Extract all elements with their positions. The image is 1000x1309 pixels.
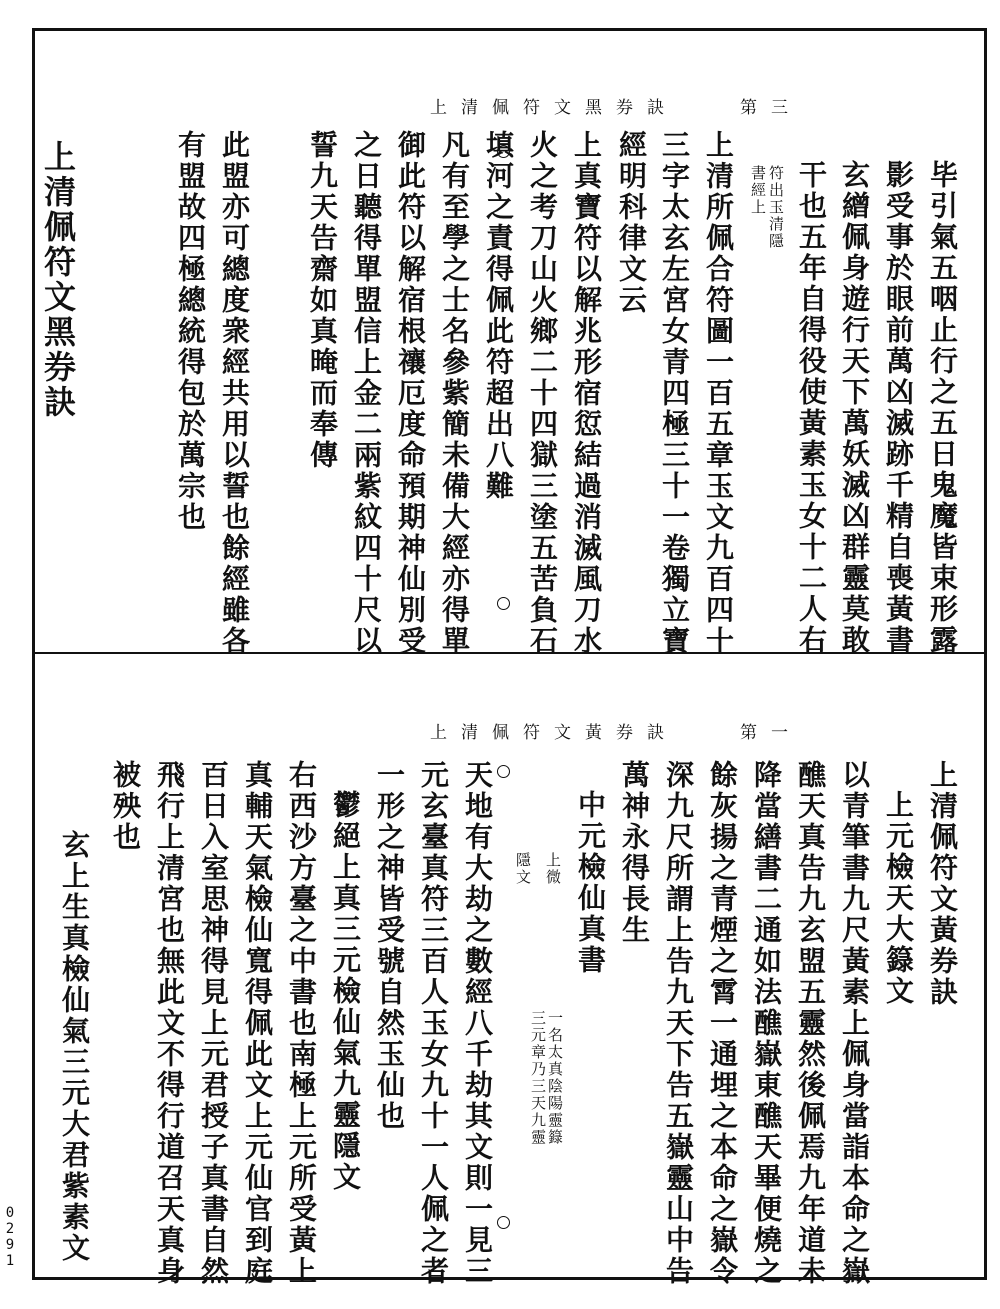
top-column: 凡有至學之士名參紫簡未備大經亦得單 xyxy=(438,130,471,657)
bottom-column: 百日入室思神得見上元君授子真書自然 xyxy=(197,760,230,1287)
bottom-column: 餘灰揚之青煙之霄一通埋之本命之嶽令 xyxy=(706,760,739,1287)
bottom-column: 以青筆書九尺黃素上佩身當詣本命之嶽 xyxy=(838,760,871,1287)
bottom-column: 深九尺所謂上告九天下告五嶽靈山中告 xyxy=(662,760,695,1287)
circle-mark xyxy=(497,1216,510,1229)
bottom-column: 被殃也 xyxy=(109,760,142,853)
bottom-note-a: 一名太真陰陽靈籙 xyxy=(546,1010,564,1146)
top-column: 御此符以解宿根禳厄度命預期神仙別受 xyxy=(394,130,427,657)
top-running-header: 上清佩符文黑券訣 第三 xyxy=(430,98,802,118)
bottom-column: 天地有大劫之數經八千劫其文則一見三 xyxy=(461,760,494,1287)
top-footer-title: 上清佩符文黑券訣 xyxy=(39,140,77,420)
top-column: 經明科律文云 xyxy=(615,130,648,316)
top-column: 誓九天告齋如真晻而奉傳 xyxy=(306,130,339,471)
bottom-note-b: 三元章乃三天九靈 xyxy=(529,1010,547,1146)
top-column: 毕引氣五咽止行之五日鬼魔皆束形露 xyxy=(926,160,959,656)
top-column: 此盟亦可總度衆經共用以誓也餘經雖各 xyxy=(218,130,251,657)
circle-mark xyxy=(497,765,510,778)
bottom-column: 元玄臺真符三百人玉女九十一人佩之者 xyxy=(417,760,450,1287)
bottom-column: 鬱絕上真三元檢仙氣九靈隱文 xyxy=(329,790,362,1193)
top-column: 三字太玄左宮女青四極三十一卷獨立寶 xyxy=(658,130,691,657)
bottom-column: 真輔天氣檢仙寬得佩此文上元仙官到庭 xyxy=(241,760,274,1287)
top-column: 火之考刀山火鄉二十四獄三塗五苦負石 xyxy=(526,130,559,657)
top-column: 上清所佩合符圖一百五章玉文九百四十 xyxy=(702,130,735,657)
page-number: 0291 xyxy=(2,1205,18,1269)
bottom-column: 一形之神皆受號自然玉仙也 xyxy=(373,760,406,1132)
circle-mark xyxy=(497,597,510,610)
circle-mark xyxy=(497,145,510,158)
top-column: 影受事於眼前萬凶滅跡千精自喪黃書 xyxy=(882,160,915,656)
bottom-column: 玄上生真檢仙氣三元大君紫素文 xyxy=(58,830,91,1264)
bottom-column: 中元檢仙真書 xyxy=(574,790,607,976)
bottom-column: 萬神永得長生 xyxy=(618,760,651,946)
bottom-column: 上元檢天大籙文 xyxy=(882,790,915,1007)
bottom-running-header: 上清佩符文黃券訣 第一 xyxy=(430,723,802,743)
bottom-column: 飛行上清宮也無此文不得行道召天真身 xyxy=(153,760,186,1287)
top-column: 填河之責得佩此符超出八難 xyxy=(482,130,515,502)
top-column: 之日聽得單盟信上金二兩紫紋四十尺以 xyxy=(350,130,383,657)
bottom-column: 醮天真告九玄盟五靈然後佩焉九年道未 xyxy=(794,760,827,1287)
top-note-a: 符出玉清隱 xyxy=(767,165,785,250)
top-note-b: 書經上 xyxy=(749,165,767,216)
bottom-note-d: 隱文 xyxy=(514,852,532,886)
top-column: 玄繒佩身遊行天下萬妖滅凶群靈莫敢 xyxy=(838,160,871,656)
bottom-column: 降當繕書二通如法醮嶽東醮天畢便燒之 xyxy=(750,760,783,1287)
bottom-column: 右西沙方臺之中書也南極上元所受黃上 xyxy=(285,760,318,1287)
top-column: 有盟故四極總統得包於萬宗也 xyxy=(174,130,207,533)
bottom-note-c: 上微 xyxy=(544,852,562,886)
top-column: 上真寶符以解兆形宿愆結過消滅風刀水 xyxy=(570,130,603,657)
bottom-column: 上清佩符文黃券訣 xyxy=(926,760,959,1008)
top-column: 干也五年自得役使黃素玉女十二人右 xyxy=(795,160,828,656)
